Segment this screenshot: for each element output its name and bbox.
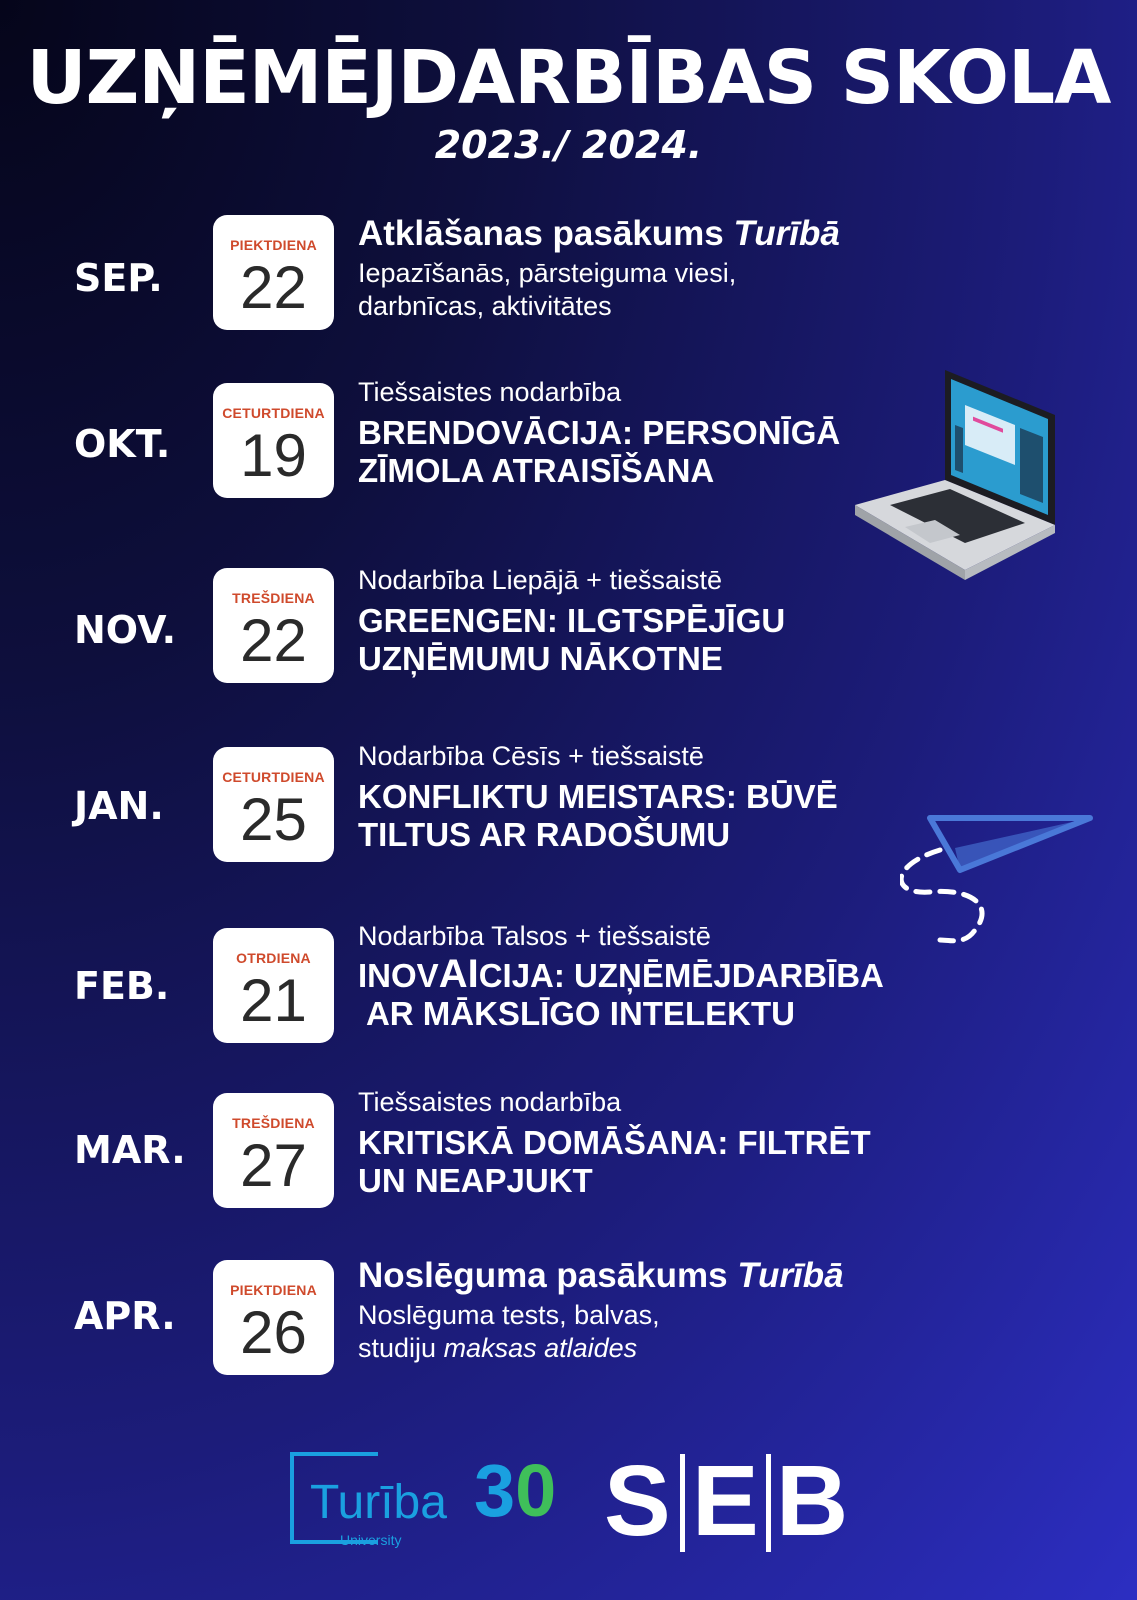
event-format: Nodarbība Talsos + tiešsaistē	[358, 921, 711, 951]
event-title-line: KONFLIKTU MEISTARS: BŪVĒ	[358, 778, 838, 815]
seb-logo	[604, 1446, 854, 1556]
event-month: JAN.	[74, 784, 164, 828]
calendar-icon	[213, 1260, 334, 1375]
event-title-line: UZŅĒMUMU NĀKOTNE	[358, 640, 723, 677]
event-month: FEB.	[74, 964, 170, 1008]
page-subtitle: 2023./ 2024.	[434, 123, 703, 167]
event-row-apr	[0, 1258, 1137, 1378]
calendar-weekday: TREŠDIENA	[232, 1115, 315, 1131]
event-title-line: GREENGEN: ILGTSPĒJĪGU	[358, 602, 786, 639]
event-description-line: Iepazīšanās, pārsteiguma viesi,	[358, 258, 737, 288]
calendar-weekday: CETURTDIENA	[222, 769, 325, 785]
calendar-day: 22	[240, 607, 307, 674]
event-title-line: INOVAICIJA: UZŅĒMĒJDARBĪBA	[358, 952, 884, 996]
seb-divider	[766, 1454, 771, 1552]
event-description-line: darbnīcas, aktivitātes	[358, 291, 612, 321]
event-month: MAR.	[74, 1128, 186, 1172]
event-format: Nodarbība Liepājā + tiešsaistē	[358, 565, 722, 595]
calendar-icon	[213, 747, 334, 862]
calendar-weekday: TREŠDIENA	[232, 590, 315, 606]
laptop-illustration	[855, 365, 1070, 590]
calendar-weekday: OTRDIENA	[236, 950, 311, 966]
paper-plane-icon	[900, 810, 1100, 960]
calendar-weekday: PIEKTDIENA	[230, 1282, 317, 1298]
event-month: NOV.	[74, 608, 177, 652]
event-title-line: AR MĀKSLĪGO INTELEKTU	[358, 995, 795, 1032]
calendar-icon	[213, 568, 334, 683]
calendar-icon	[213, 383, 334, 498]
event-row-mar	[0, 1087, 1137, 1210]
seb-divider	[680, 1454, 685, 1552]
seb-letter: B	[776, 1445, 849, 1557]
calendar-day: 22	[240, 254, 307, 321]
calendar-weekday: CETURTDIENA	[222, 405, 325, 421]
event-row-sep	[0, 210, 1137, 330]
event-heading: Atklāšanas pasākums Turībā	[358, 214, 840, 253]
calendar-day: 26	[240, 1299, 307, 1366]
calendar-day: 27	[240, 1132, 307, 1199]
calendar-icon	[213, 1093, 334, 1208]
event-title-line: ZĪMOLA ATRAISĪŠANA	[358, 452, 715, 489]
calendar-icon	[213, 215, 334, 330]
event-month: SEP.	[74, 256, 163, 300]
calendar-icon	[213, 928, 334, 1043]
event-month: APR.	[74, 1294, 176, 1338]
event-title-line: BRENDOVĀCIJA: PERSONĪGĀ	[358, 414, 841, 451]
event-title-line: TILTUS AR RADOŠUMU	[358, 816, 731, 853]
event-format: Tiešsaistes nodarbība	[358, 1087, 622, 1117]
calendar-weekday: PIEKTDIENA	[230, 237, 317, 253]
event-title-line: UN NEAPJUKT	[358, 1162, 593, 1199]
turiba-university-logo	[288, 1449, 578, 1562]
event-heading: Noslēguma pasākums Turībā	[358, 1256, 844, 1295]
event-description-line: Noslēguma tests, balvas,	[358, 1300, 660, 1330]
seb-letter: E	[692, 1445, 759, 1557]
event-description-line: studiju maksas atlaides	[358, 1333, 638, 1363]
seb-letter: S	[604, 1445, 671, 1557]
calendar-day: 19	[240, 422, 307, 489]
calendar-day: 25	[240, 786, 307, 853]
event-title-line: KRITISKĀ DOMĀŠANA: FILTRĒT	[358, 1124, 871, 1161]
turiba-anniversary-badge: 30	[474, 1446, 556, 1536]
turiba-logo-subtitle: University	[340, 1532, 402, 1548]
page-title: UZŅĒMĒJDARBĪBAS SKOLA	[26, 35, 1111, 121]
event-format: Nodarbība Cēsīs + tiešsaistē	[358, 741, 704, 771]
calendar-day: 21	[240, 967, 307, 1034]
event-month: OKT.	[74, 422, 171, 466]
turiba-logo-name: Turība	[310, 1476, 447, 1529]
event-format: Tiešsaistes nodarbība	[358, 377, 622, 407]
